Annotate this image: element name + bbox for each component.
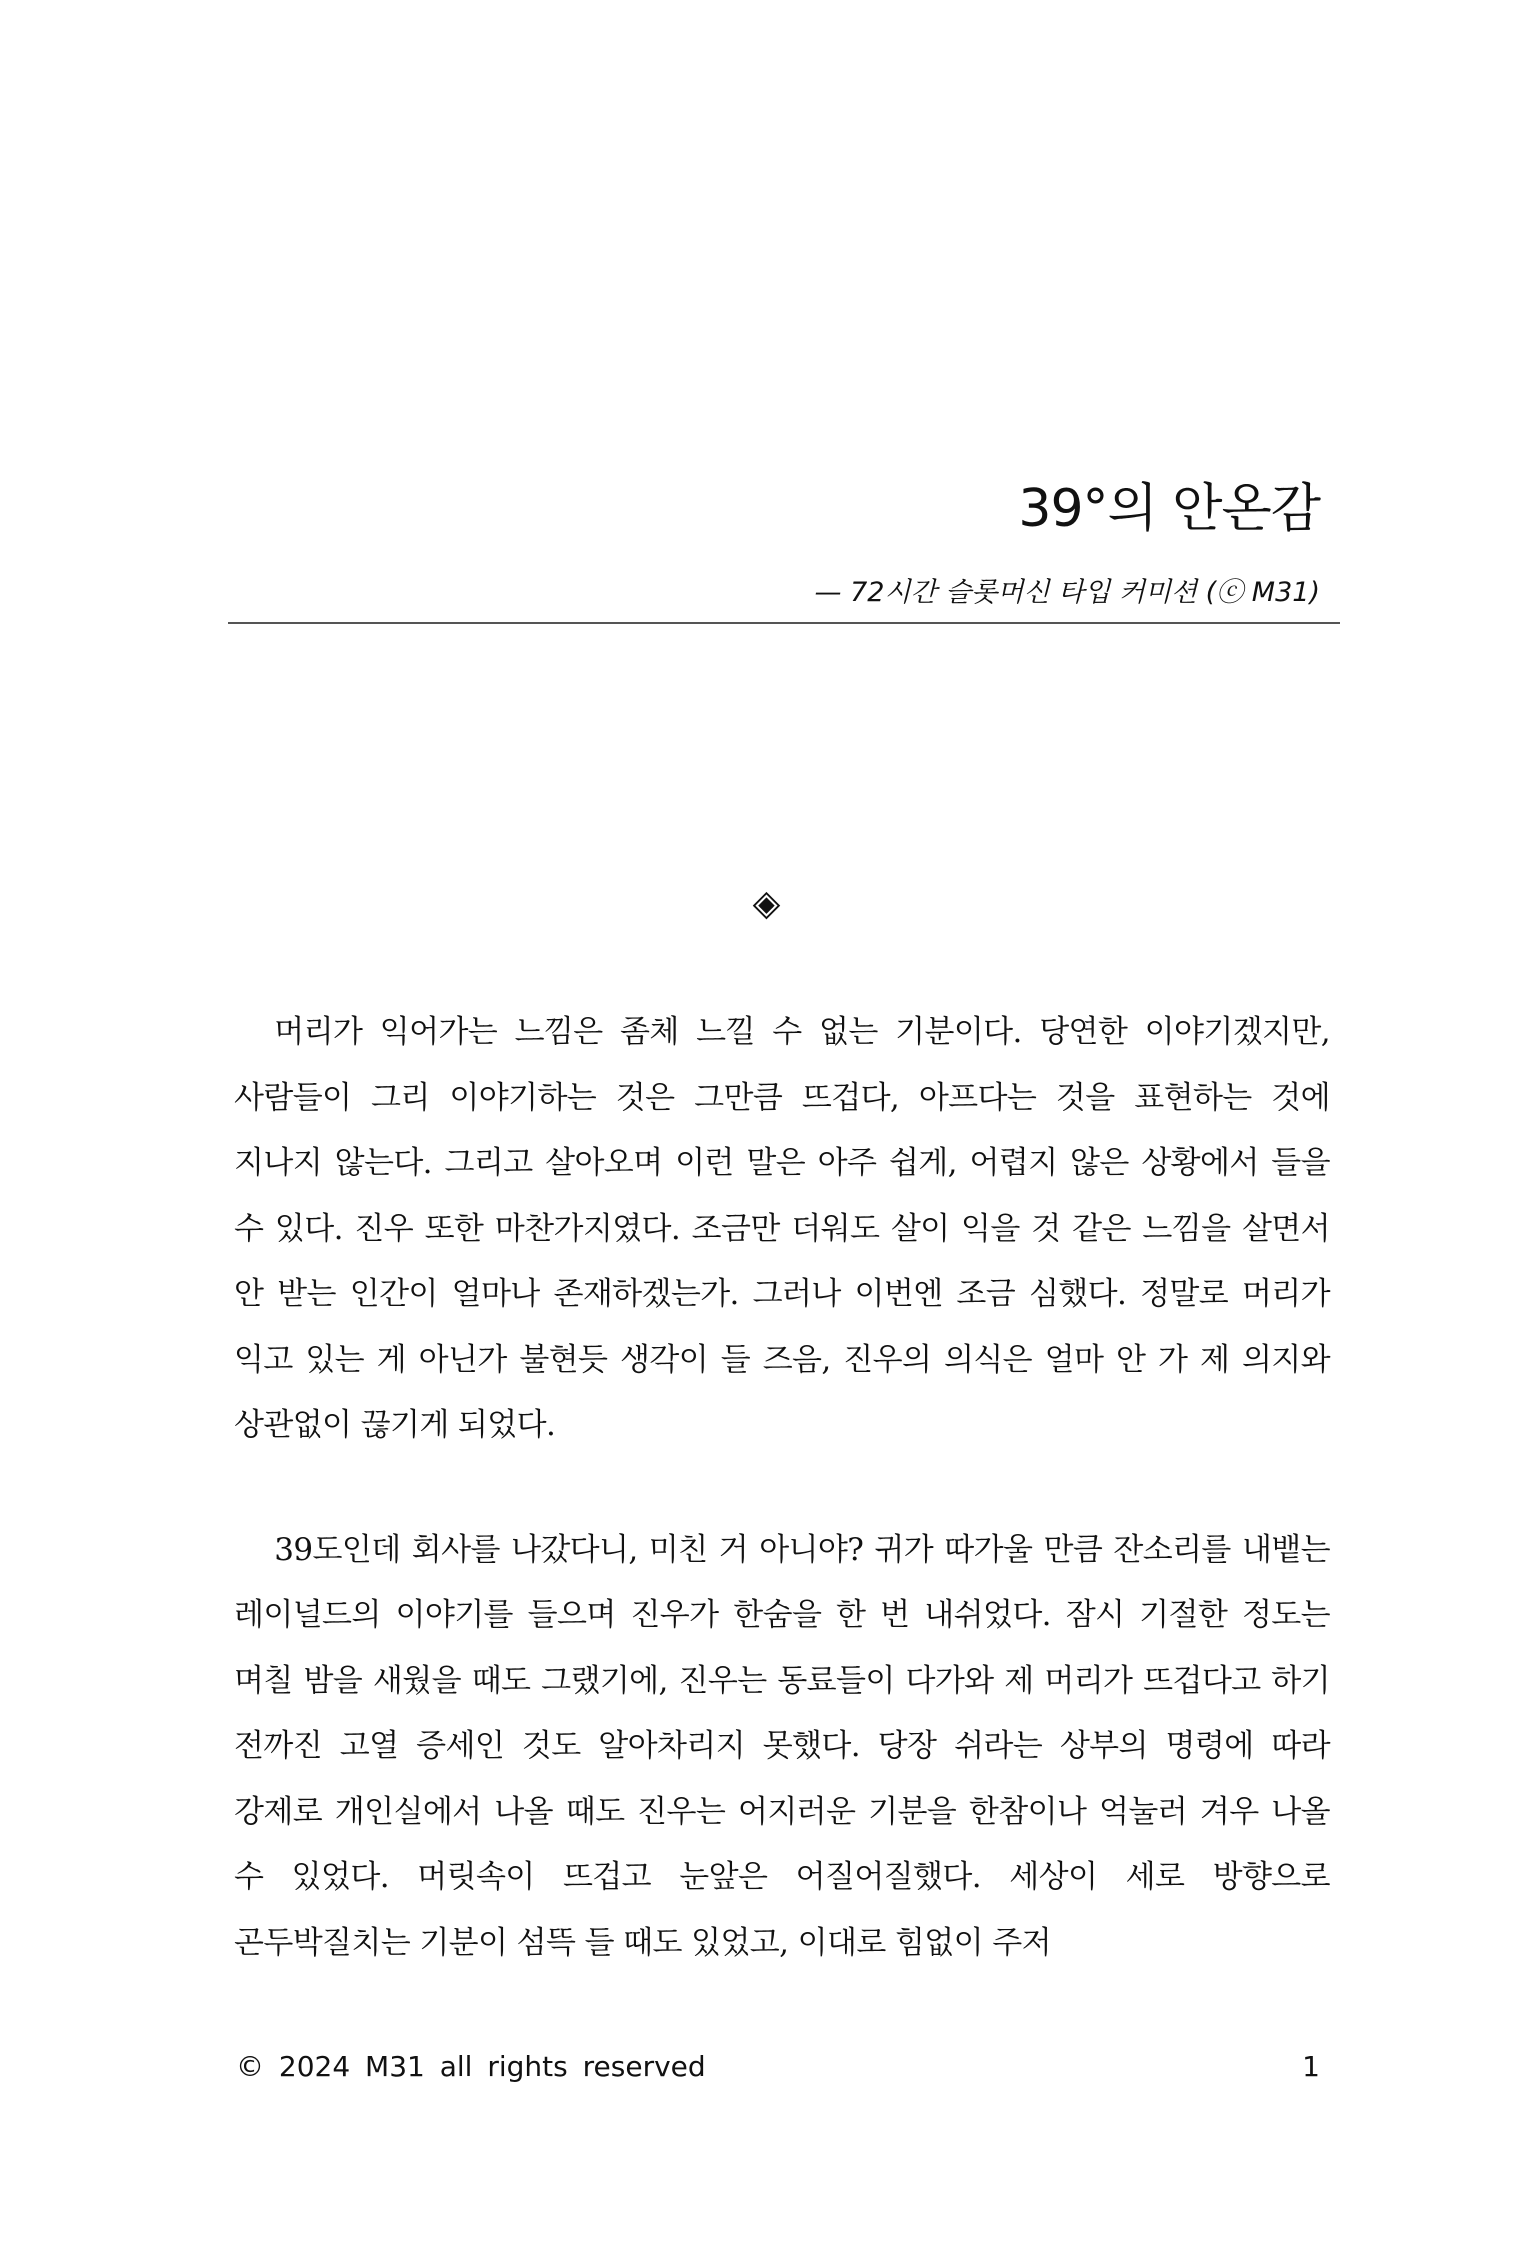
copyright-notice: © 2024 M31 all rights reserved: [236, 2050, 706, 2083]
section-divider-mark: ◈: [752, 883, 781, 924]
paragraph-2: 39도인데 회사를 나갔다니, 미친 거 아니야? 귀가 따가울 만큼 잔소리를 내뱉는 레이널드의 이야기를 들으며 진우가 한숨을 한 번 내쉬었다. 잠시 기절한 정도는 며칠 밤을 새웠을 때도 그랬기에, 진우는 동료들이 다가와 제 머리가 뜨겁다고 하기 전까진 고열 증세인 것도 알아차리지 못했다. 당장 쉬라는 상부의 명령에 따라 강제로 개인실에서 나올 때도 진우는 어지러운 기분을 한참이나 억눌러 겨우 나올 수 있었다. 머릿속이 뜨겁고 눈앞은 어질어질했다. 세상이 세로 방향으로 곤두박질치는 기분이 섬뜩 들 때도 있었고, 이대로 힘없이 주저: [234, 1531, 1330, 1961]
paragraph-1: 머리가 익어가는 느낌은 좀체 느낄 수 없는 기분이다. 당연한 이야기겠지만, 사람들이 그리 이야기하는 것은 그만큼 뜨겁다, 아프다는 것을 표현하는 것에 지나지 않는다. 그리고 살아오며 이런 말은 아주 쉽게, 어렵지 않은 상황에서 들을 수 있다. 진우 또한 마찬가지였다. 조금만 더워도 살이 익을 것 같은 느낌을 살면서 안 받는 인간이 얼마나 존재하겠는가. 그러나 이번엔 조금 심했다. 정말로 머리가 익고 있는 게 아닌가 불현듯 생각이 들 즈음, 진우의 의식은 얼마 안 가 제 의지와 상관없이 끊기게 되었다.: [234, 1014, 1330, 1443]
story-subtitle: — 72시간 슬롯머신 타입 커미션 (ⓒ M31): [814, 577, 1320, 608]
header-rule: [228, 622, 1340, 624]
page-number: 1: [1302, 2050, 1320, 2083]
story-title: 39°의 안온감: [1018, 479, 1320, 539]
page-footer: [236, 2050, 1320, 2083]
story-body: [234, 1000, 1330, 2035]
